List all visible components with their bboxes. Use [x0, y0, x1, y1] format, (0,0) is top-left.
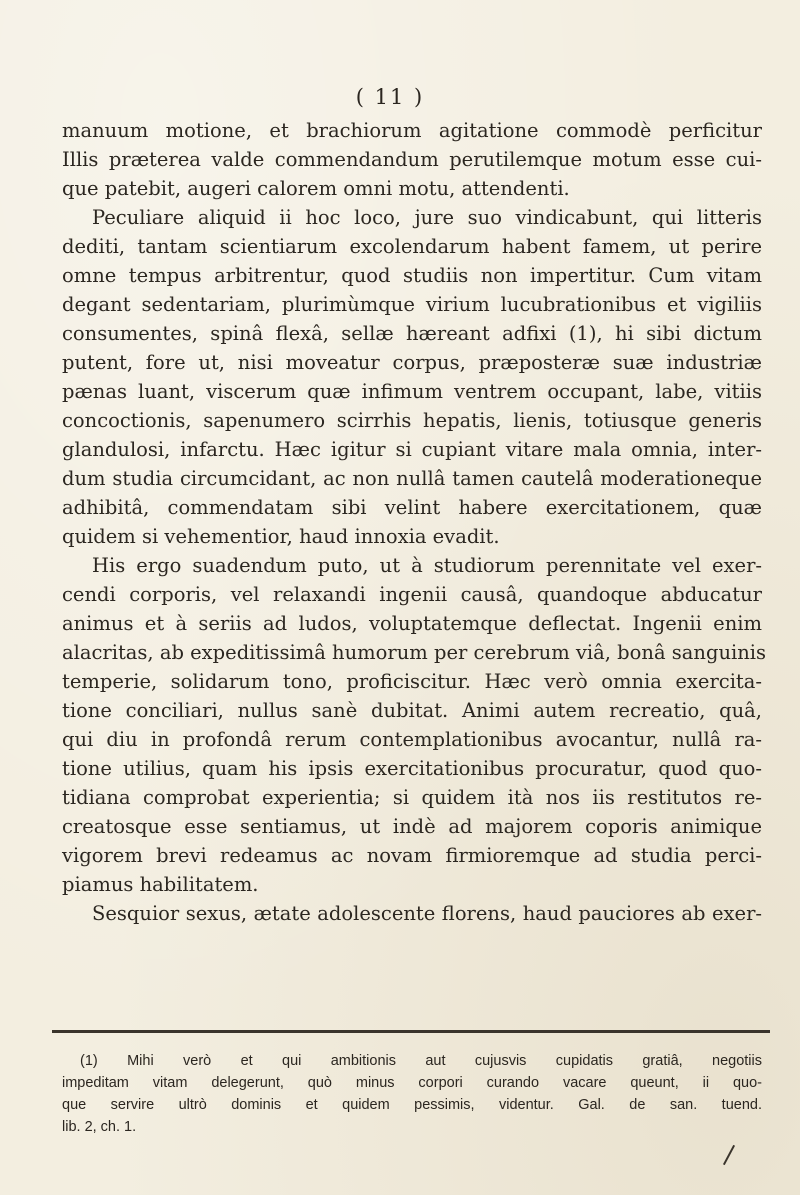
footnote-line: (1) Mihi verò et qui ambitionis aut cujusvis cupidatis gratiâ, negotiis [80, 1053, 762, 1069]
text-line: dediti, tantam scientiarum excolendarum habent famem, ut perire [62, 235, 762, 258]
text-line: que patebit, augeri calorem omni motu, attendenti. [62, 177, 570, 200]
footnote-line: que servire ultrò dominis et quidem pessimis, videntur. Gal. de san. tuend. [62, 1097, 762, 1113]
text-line: glandulosi, infarctu. Hæc igitur si cupiant vitare mala omnia, inter- [62, 438, 762, 461]
footnote-divider [52, 1030, 770, 1033]
text-line: Sesquior sexus, ætate adolescente florens, haud pauciores ab exer- [92, 902, 762, 925]
text-line: manuum motione, et brachiorum agitatione commodè perficitur [62, 119, 762, 142]
text-line: vigorem brevi redeamus ac novam firmioremque ad studia perci- [62, 844, 762, 867]
text-line: Peculiare aliquid ii hoc loco, jure suo vindicabunt, qui litteris [92, 206, 762, 229]
text-line: temperie, solidarum tono, proficiscitur. Hæc verò omnia exercita- [62, 670, 762, 693]
text-line: adhibitâ, commendatam sibi velint habere exercitationem, quæ [62, 496, 762, 519]
text-line: concoctionis, sapenumero scirrhis hepatis, lienis, totiusque generis [62, 409, 762, 432]
text-line: cendi corporis, vel relaxandi ingenii causâ, quandoque abducatur [62, 583, 762, 606]
text-line: alacritas, ab expeditissimâ humorum per cerebrum viâ, bonâ sanguinis [62, 641, 767, 664]
text-line: qui diu in profondâ rerum contemplationibus avocantur, nullâ ra- [62, 728, 762, 751]
footnote-line: impeditam vitam delegerunt, quò minus corpori curando vacare queunt, ii quo- [62, 1075, 762, 1091]
text-line: animus et à seriis ad ludos, voluptatemque deflectat. Ingenii enim [62, 612, 762, 635]
text-line: omne tempus arbitrentur, quod studiis non impertitur. Cum vitam [62, 264, 762, 287]
text-line: tione utilius, quam his ipsis exercitationibus procuratur, quod quo- [62, 757, 762, 780]
main-text [62, 116, 767, 928]
text-line: degant sedentariam, plurimùmque virium lucubrationibus et vigiliis [62, 293, 762, 316]
text-line: putent, fore ut, nisi moveatur corpus, præposteræ suæ industriæ [62, 351, 762, 374]
text-line: consumentes, spinâ flexâ, sellæ hæreant adfixi (1), hi sibi dictum [62, 322, 762, 345]
pencil-mark [723, 1145, 735, 1165]
text-line: piamus habilitatem. [62, 873, 259, 896]
text-line: pænas luant, viscerum quæ infimum ventrem occupant, labe, vitiis [62, 380, 762, 403]
text-line: dum studia circumcidant, ac non nullâ tamen cautelâ moderationeque [62, 467, 762, 490]
text-line: His ergo suadendum puto, ut à studiorum perennitate vel exer- [92, 554, 762, 577]
footnote [62, 1050, 762, 1138]
text-line: quidem si vehementior, haud innoxia evadit. [62, 525, 500, 548]
text-line: tidiana comprobat experientia; si quidem ità nos iis restitutos re- [62, 786, 762, 809]
footnote-line: lib. 2, ch. 1. [62, 1119, 137, 1135]
text-line: tione conciliari, nullus sanè dubitat. Animi autem recreatio, quâ, [62, 699, 762, 722]
page-number: ( 11 ) [355, 85, 425, 109]
text-line: Illis præterea valde commendandum perutilemque motum esse cui- [62, 148, 762, 171]
text-line: creatosque esse sentiamus, ut indè ad majorem coporis animique [62, 815, 762, 838]
